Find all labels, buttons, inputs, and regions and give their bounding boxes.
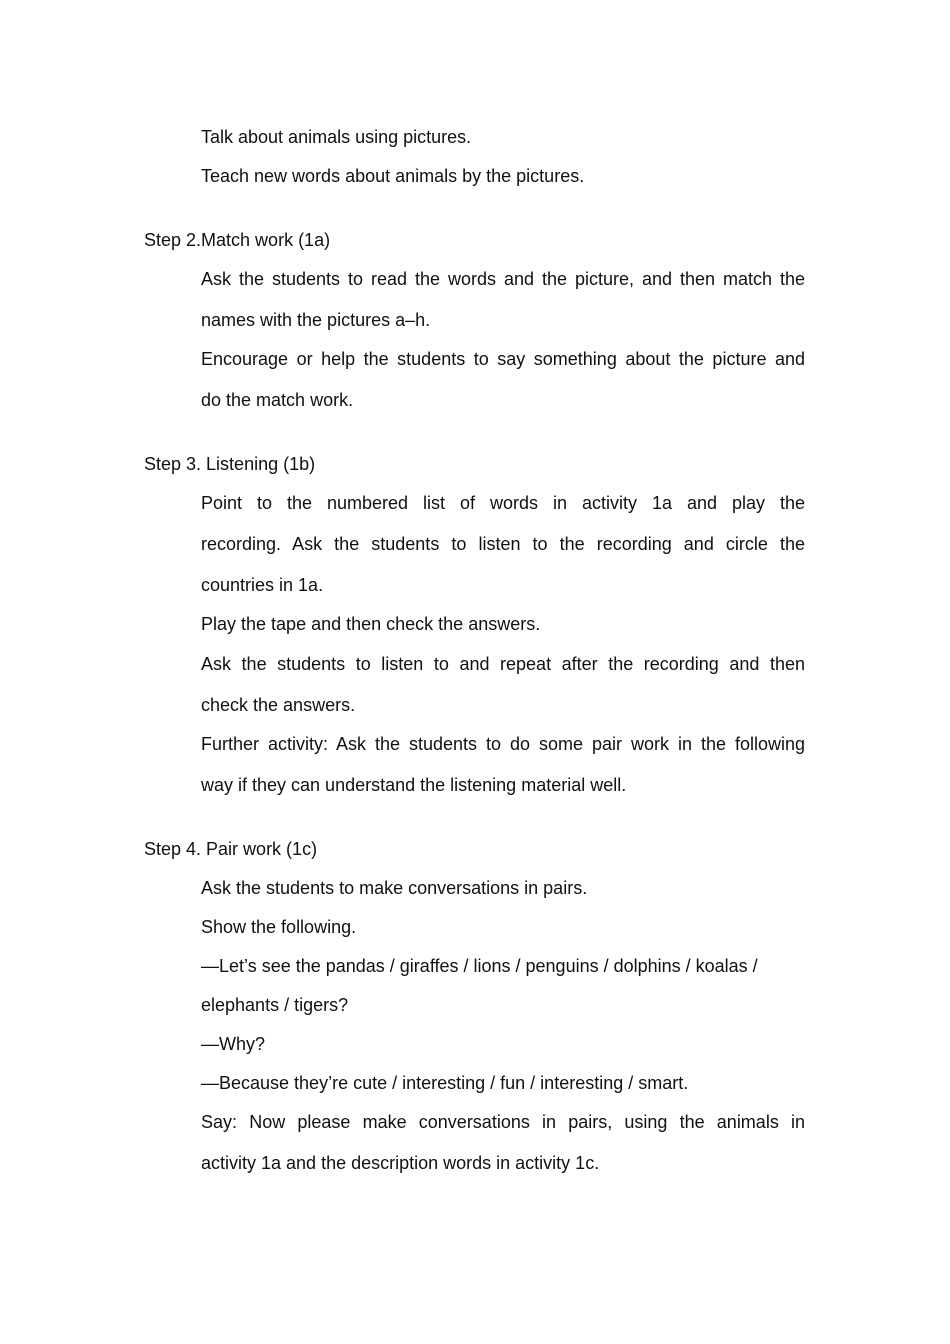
step2-paragraph-1-line-1: Ask the students to read the words and the picture, and then match the — [201, 269, 805, 289]
step4-paragraph-5-line-1: —Because they’re cute / interesting / fun / interesting / smart. — [201, 1073, 689, 1093]
intro-line-2: Teach new words about animals by the pictures. — [201, 166, 585, 186]
step2-paragraph-1-line-2: names with the pictures a–h. — [201, 310, 431, 330]
step2-paragraph-2-line-1: Encourage or help the students to say something about the picture and — [201, 349, 805, 369]
step3-paragraph-4-line-1: Further activity: Ask the students to do some pair work in the following — [201, 734, 805, 754]
step4-paragraph-6-line-2: activity 1a and the description words in activity 1c. — [201, 1153, 600, 1173]
step4-paragraph-3-line-2: elephants / tigers? — [201, 995, 349, 1015]
step4-paragraph-1-line-1: Ask the students to make conversations in pairs. — [201, 878, 588, 898]
step4-paragraph-6-line-1: Say: Now please make conversations in pairs, using the animals in — [201, 1112, 805, 1132]
step2-heading: Step 2.Match work (1a) — [144, 230, 331, 250]
step4-paragraph-2-line-1: Show the following. — [201, 917, 357, 937]
step3-paragraph-1-line-1: Point to the numbered list of words in activity 1a and play the — [201, 493, 805, 513]
step4-heading: Step 4. Pair work (1c) — [144, 839, 318, 859]
intro-line-1: Talk about animals using pictures. — [201, 127, 472, 147]
step3-paragraph-2-line-1: Play the tape and then check the answers. — [201, 614, 541, 634]
step4-paragraph-4-line-1: —Why? — [201, 1034, 266, 1054]
step3-heading: Step 3. Listening (1b) — [144, 454, 316, 474]
step4-paragraph-3-line-1: —Let’s see the pandas / giraffes / lions / penguins / dolphins / koalas / — [201, 956, 758, 976]
step3-paragraph-4-line-2: way if they can understand the listening material well. — [201, 775, 627, 795]
step3-paragraph-3-line-1: Ask the students to listen to and repeat after the recording and then — [201, 654, 805, 674]
step3-paragraph-3-line-2: check the answers. — [201, 695, 356, 715]
step3-paragraph-1-line-2: recording. Ask the students to listen to the recording and circle the — [201, 534, 805, 554]
step2-paragraph-2-line-2: do the match work. — [201, 390, 354, 410]
step3-paragraph-1-line-3: countries in 1a. — [201, 575, 324, 595]
